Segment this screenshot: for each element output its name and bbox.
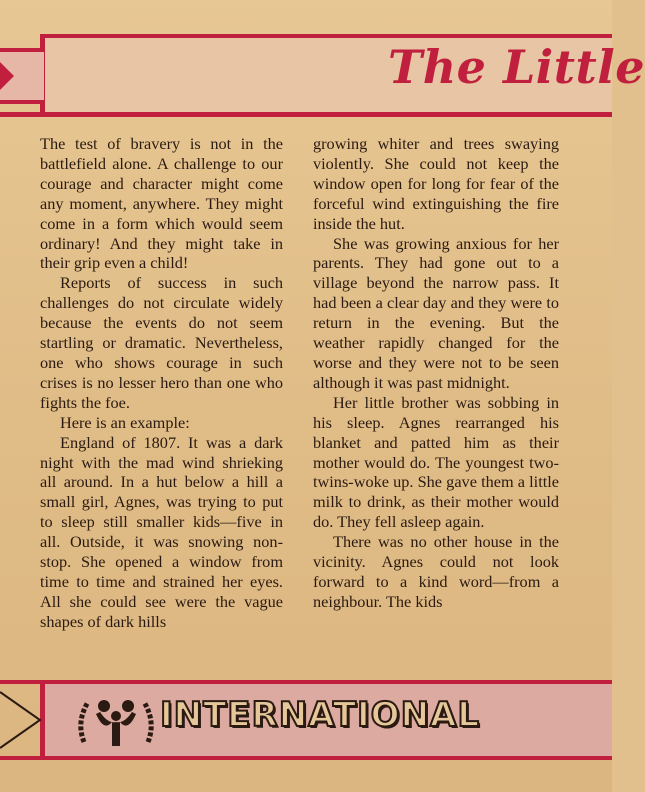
header-title: The Little [388, 40, 645, 94]
paragraph: Here is an example: [60, 412, 190, 432]
paragraph: The test of bravery is not in the battlefield alone. A challenge to our courage and character might come any moment, anywhere. They might come in a form which would seem ordinary! And they might take in their grip even a child! [40, 134, 283, 273]
left-column [40, 134, 283, 632]
paragraph: There was no other house in the vicinity. Agnes could not look forward to a kind word—from a neighbour. The kids [313, 532, 559, 611]
family-wreath-icon [74, 692, 158, 752]
paragraph: growing whiter and trees swaying violently. She could not keep the window open for long for fear of the forceful wind extinguishing the fire inside the hut. [313, 134, 559, 233]
footer-title: INTERNATIONAL [160, 695, 481, 735]
right-column [313, 134, 559, 612]
paragraph: She was growing anxious for her parents. They had gone out to a village beyond the narrow pass. It had been a clear day and they were to return in the evening. But the weather rapidly changed for the worse and they were not to be seen although it was past midnight. [313, 233, 559, 392]
paragraph: England of 1807. It was a dark night with the mad wind shrieking all around. In a hut below a hill a small girl, Agnes, was trying to put to sleep still smaller kids—five in all. Outside, it was snowing non-stop. She opened a window from time to time and strained her eyes. All she could see were the vague shapes of dark hills [40, 432, 283, 631]
paragraph: Her little brother was sobbing in his sleep. Agnes rearranged his blanket and patted him as their mother would do. The youngest two-twins-woke up. She gave them a little milk to drink, as their mother would do. They fell asleep again. [313, 392, 559, 532]
paragraph: Reports of success in such challenges do not circulate widely because the events do not seem startling or dramatic. Nevertheless, one who shows courage in such crises is no lesser hero than one who fights the foe. [40, 273, 283, 412]
